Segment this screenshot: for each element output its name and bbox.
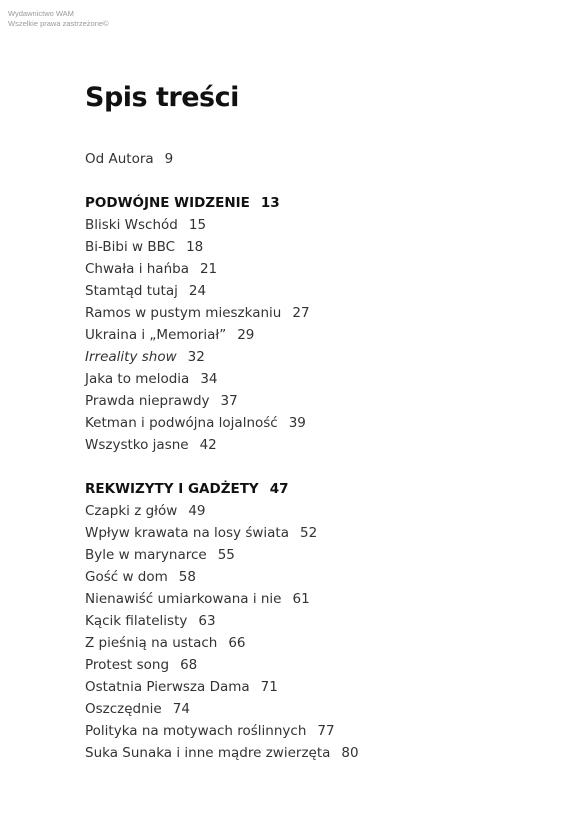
toc-entry-label: Irreality show	[85, 349, 177, 365]
toc-entry	[85, 654, 555, 676]
toc-entry-page: 39	[288, 415, 306, 431]
toc-entry-label: Czapki z głów	[85, 503, 178, 519]
toc-entry	[85, 236, 555, 258]
toc-entry	[85, 368, 555, 390]
toc-entry-page: 21	[199, 261, 218, 277]
toc-entry-page: 68	[180, 657, 198, 673]
section-heading-page: 47	[269, 481, 289, 497]
toc-entry-label: Gość w dom	[85, 569, 168, 585]
toc-entry-page: 80	[341, 745, 359, 761]
toc-entry	[85, 500, 555, 522]
toc-entry-label: Od Autora	[85, 151, 154, 167]
toc-entry	[85, 742, 555, 764]
toc-entry	[85, 566, 555, 588]
toc-entry-label: Wpływ krawata na losy świata	[85, 525, 289, 541]
toc-entry-page: 63	[198, 613, 216, 629]
toc-section-heading	[85, 192, 555, 214]
toc-entry-page: 15	[188, 217, 207, 233]
toc-entry	[85, 522, 555, 544]
toc-entry-label: Jaka to melodia	[85, 371, 190, 387]
toc-entry-label: Chwała i hańba	[85, 261, 189, 277]
toc-entry-page: 32	[187, 349, 205, 365]
toc-entry-page: 52	[300, 525, 318, 541]
toc-entry-label: Oszczędnie	[85, 701, 162, 717]
toc-entry	[85, 280, 555, 302]
toc-entry-page: 71	[260, 679, 278, 695]
toc-entry-page: 61	[292, 591, 310, 607]
toc-entry	[85, 698, 555, 720]
toc-entry-label: Kącik filatelisty	[85, 613, 188, 629]
table-of-contents	[85, 148, 555, 764]
toc-section-heading	[85, 478, 555, 500]
toc-entry-label: Z pieśnią na ustach	[85, 635, 218, 651]
toc-entry-label: Ostatnia Pierwsza Dama	[85, 679, 250, 695]
toc-entry	[85, 412, 555, 434]
toc-entry-page: 58	[178, 569, 196, 585]
toc-entry-intro	[85, 148, 555, 170]
toc-entry	[85, 258, 555, 280]
toc-entry-label: Wszystko jasne	[85, 437, 189, 453]
toc-entry	[85, 588, 555, 610]
toc-entry	[85, 544, 555, 566]
toc-entry	[85, 390, 555, 412]
section-heading-label: PODWÓJNE WIDZENIE	[85, 195, 250, 211]
publisher-watermark	[8, 9, 109, 29]
toc-entry-label: Byle w marynarce	[85, 547, 207, 563]
toc-entry-page: 9	[164, 151, 174, 167]
toc-entry	[85, 610, 555, 632]
toc-entry	[85, 324, 555, 346]
toc-entry	[85, 632, 555, 654]
toc-entry-page: 55	[217, 547, 235, 563]
toc-entry-page: 27	[292, 305, 310, 321]
toc-entry-page: 49	[188, 503, 206, 519]
toc-entry-label: Bi-Bibi w BBC	[85, 239, 176, 255]
toc-spacer	[85, 456, 555, 478]
section-heading-page: 13	[260, 195, 280, 211]
toc-entry-page: 42	[199, 437, 217, 453]
rights-notice: Wszelkie prawa zastrzeżone©	[8, 19, 109, 28]
toc-entry-page: 18	[186, 239, 204, 255]
toc-entry	[85, 434, 555, 456]
toc-entry-page: 37	[220, 393, 238, 409]
toc-entry	[85, 346, 555, 368]
toc-entry-page: 24	[188, 283, 207, 299]
toc-entry	[85, 720, 555, 742]
toc-entry-label: Prawda nieprawdy	[85, 393, 210, 409]
publisher-name: Wydawnictwo WAM	[8, 9, 74, 18]
section-heading-label: REKWIZYTY I GADŻETY	[85, 481, 259, 497]
toc-entry-label: Nienawiść umiarkowana i nie	[85, 591, 282, 607]
toc-entry	[85, 302, 555, 324]
toc-entry-page: 74	[172, 701, 190, 717]
toc-spacer	[85, 170, 555, 192]
toc-entry-label: Stamtąd tutaj	[85, 283, 178, 299]
toc-entry-label: Suka Sunaka i inne mądre zwierzęta	[85, 745, 331, 761]
toc-entry-page: 77	[317, 723, 335, 739]
toc-entry-label: Polityka na motywach roślinnych	[85, 723, 307, 739]
toc-entry-page: 34	[200, 371, 218, 387]
toc-entry-label: Bliski Wschód	[85, 217, 178, 233]
toc-entry-label: Ukraina i „Memoriał”	[85, 327, 227, 343]
toc-entry-label: Protest song	[85, 657, 170, 673]
toc-entry-page: 29	[237, 327, 255, 343]
toc-entry-page: 66	[228, 635, 246, 651]
toc-entry-label: Ramos w pustym mieszkaniu	[85, 305, 282, 321]
toc-entry-label: Ketman i podwójna lojalność	[85, 415, 278, 431]
toc-entry	[85, 214, 555, 236]
page-title: Spis treści	[85, 82, 239, 113]
toc-entry	[85, 676, 555, 698]
